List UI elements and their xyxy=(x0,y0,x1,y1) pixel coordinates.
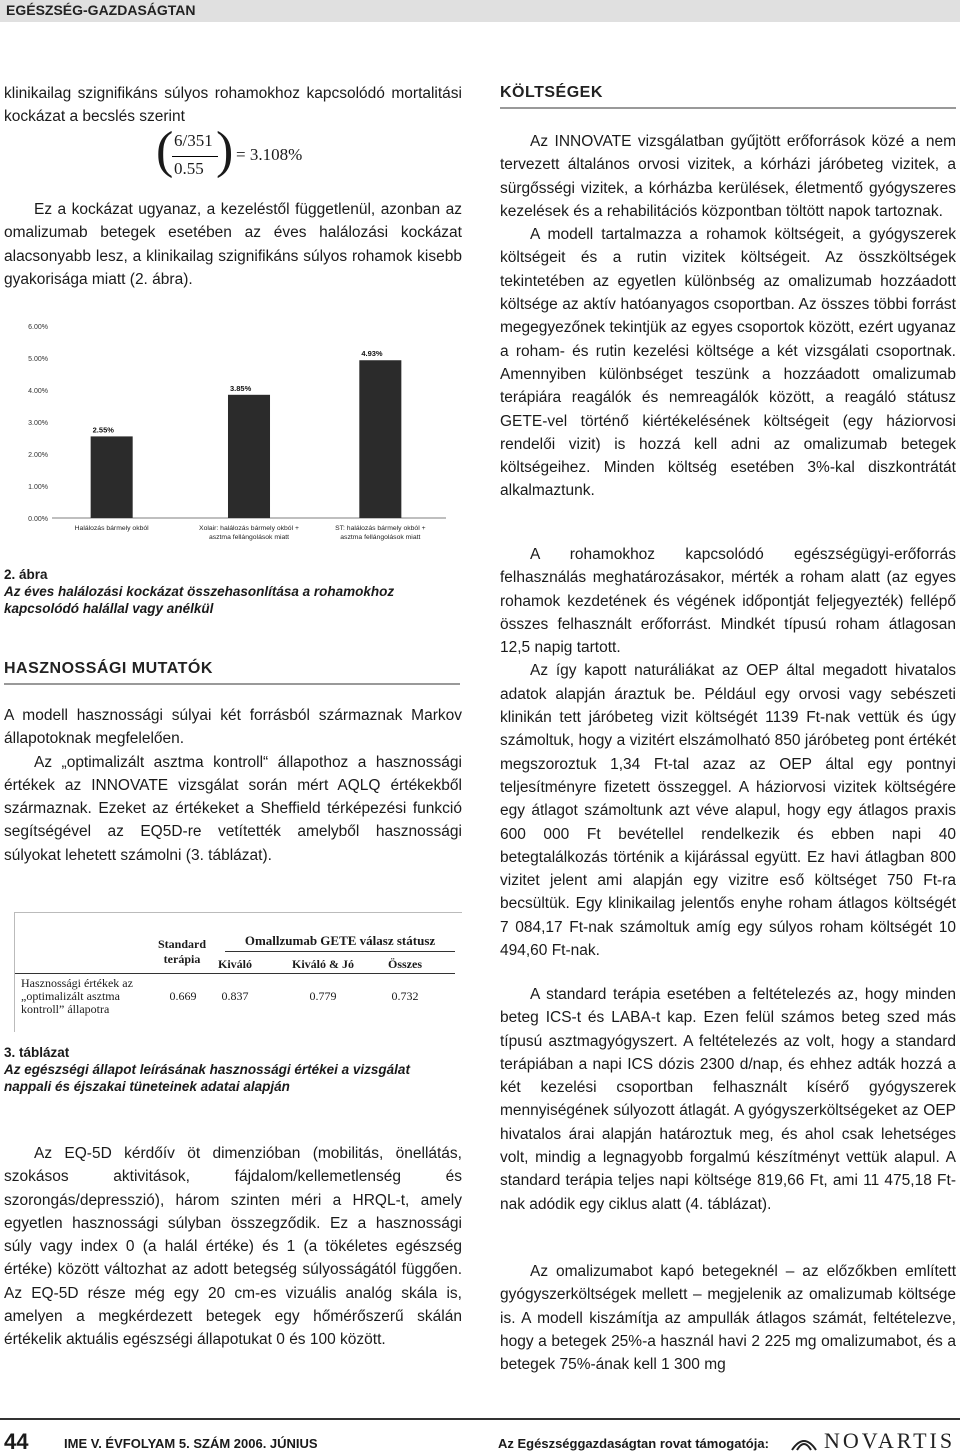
y-tick-label: 0.00% xyxy=(28,516,48,523)
data-label: 2.55% xyxy=(92,425,114,435)
table-header-standard: Standard terápia xyxy=(157,937,207,966)
table-header-rule xyxy=(15,973,455,974)
table-subheader-3: Összes xyxy=(388,957,422,971)
y-tick-label: 2.00% xyxy=(28,452,48,459)
bar xyxy=(91,436,133,518)
left-p1 xyxy=(4,198,462,291)
data-label: 4.93% xyxy=(361,349,383,359)
utility-table xyxy=(14,912,462,1032)
table-group-rule xyxy=(225,951,455,952)
right-block-1 xyxy=(500,130,956,503)
formula-result: = 3.108% xyxy=(236,145,303,164)
y-tick-label: 5.00% xyxy=(28,356,48,363)
logo-wordmark: NOVARTIS xyxy=(824,1428,956,1453)
heading-utility: HASZNOSSÁGI MUTATÓK xyxy=(4,660,213,677)
formula-numerator: 6/351 xyxy=(174,131,213,150)
y-tick-label: 1.00% xyxy=(28,484,48,491)
formula-fraction-line xyxy=(172,156,218,157)
category-label: asztma fellángolások miatt xyxy=(340,534,421,541)
heading-costs: KÖLTSÉGEK xyxy=(500,84,603,101)
category-label: Halálozás bármely okból xyxy=(74,525,149,532)
table-cell: 0.779 xyxy=(309,989,337,1003)
category-label: ST: halálozás bármely okból + xyxy=(335,525,426,532)
bar xyxy=(359,360,401,518)
novartis-logo xyxy=(790,1428,955,1454)
figure-caption-label: 2. ábra xyxy=(4,567,48,582)
paragraph: A rohamokhoz kapcsolódó egészségügyi-erőforrás felhasználás meghatározásakor, mérték a roham alatt (az egyes rohamok kezdetének és végének időpontját feljegyezték) fellépő összes felhasznált erőforrást. Mindkét típusú roham átlagosan 12,5 napig tartott. xyxy=(500,546,956,657)
table-caption xyxy=(4,1044,460,1095)
page-number: 44 xyxy=(4,1429,29,1454)
paragraph: Az így kapott naturáliákat az OEP által megadott hivatalos adatok alapján áraztuk be. Például egy orvosi vagy sebészeti klinikán tett járóbeteg vizit költségét 1139 Ft-nak vettük és úgy számoltuk, hogy a vizitért elszámolható 850 járóbeteg pont értékét megszoroztuk 1,34 Ft-tal azaz az OEP által egy pontnyi teljesítményre fizetett összeggel. A háziorvosi vizitek költségére egy átlagot számoltunk azt véve alapul, hogy egy átlagos praxis 600 000 Ft bevétellel rendelkezik és ebben napi 40 betegtalálkozás történik a kijárással együtt. Ez havi átlagban 800 vizitet jelent ami alapján egy vizitre eső költséget 750 Ft-ra becsültük. Egy klinikailag jelentős enyhe roham átlagos költségét 7 084,17 Ft-nak számoltuk amíg egy súlyos roham költségét 10 494,60 Ft-nak. xyxy=(500,662,956,960)
intro-paragraph: klinikailag szignifikáns súlyos rohamokhoz kapcsolódó mortalitási kockázat a becslés szerint xyxy=(4,85,462,126)
paragraph: Az omalizumabot kapó betegeknél – az előzőkben említett gyógyszerköltségek mellett – megjelenik az omalizumab költsége is. A modell kiszámítja az ampullák átlagos számát, feltételezve, hogy a betegek 25%-a használ havi 2 225 mg omalizumabot, és a betegek 75%-ának kell 1 300 mg xyxy=(500,1263,956,1374)
heading-rule xyxy=(4,683,460,685)
paragraph: A standard terápia esetében a feltételezés az, hogy minden beteg ICS-t és LABA-t kap. Ezen felül számos beteg szed más típusú asztmagyógyszert. A feltételezés az volt, hogy a standard terápiában a napi ICS dózis 2300 d/nap, és ehhez adták hozzá a két kezelési csoportban felhasznált kísérő gyógyszerek mennyiségének súlyozott átlagát. A gyógyszerköltségeket az OEP hivatalos árai alapján határoztuk meg, és ahol csak lehetséges volt, mindig a legnagyobb forgalmú készítményt vettük alapul. A standard terápia teljes napi költsége 819,66 Ft, ami 11 475,18 Ft-nak adódik egy ciklus alatt (4. táblázat). xyxy=(500,986,956,1213)
right-block-4 xyxy=(500,1260,956,1376)
category-label: asztma fellángolások miatt xyxy=(208,534,290,541)
left-p4-block xyxy=(4,1142,462,1352)
y-tick-label: 6.00% xyxy=(28,324,48,331)
y-tick-label: 3.00% xyxy=(28,420,48,427)
mortality-bar-chart xyxy=(26,318,456,550)
bar xyxy=(228,395,270,518)
paragraph: Az INNOVATE vizsgálatban gyűjtött erőforrások közé a nem tervezett általános orvosi vizitek, a kórházi járóbeteg vizitek, a sürgősségi vizitek, a kórházba kerülések, életmentő gyógyszeres kezelések és a rehabilitációs központban töltött napok tartoznak. xyxy=(500,133,956,220)
category-label: Xolair: halálozás bármely okból + xyxy=(199,525,299,532)
data-label: 3.85% xyxy=(229,383,252,393)
table-cell: 0.669 xyxy=(169,989,197,1003)
table-subheader-1: Kiváló xyxy=(217,957,252,971)
heading-rule xyxy=(500,107,956,109)
risk-formula xyxy=(156,122,360,187)
y-tick-label: 4.00% xyxy=(28,388,48,395)
figure-caption xyxy=(4,566,460,617)
right-block-3 xyxy=(500,983,956,1216)
section-title: EGÉSZSÉG-GAZDASÁGTAN xyxy=(6,2,196,18)
formula-paren-right: ) xyxy=(216,122,234,179)
figure-caption-text: Az éves halálozási kockázat összehasonlítása a rohamokhoz kapcsolódó halállal vagy anélkül xyxy=(4,584,395,616)
footer-rule xyxy=(0,1418,960,1420)
table-header-group: Omallzumab GETE válasz státusz xyxy=(244,933,436,948)
formula-denominator: 0.55 xyxy=(174,159,204,178)
paragraph: Az EQ-5D kérdőív öt dimenzióban (mobilitás, önellátás, szokásos aktivitások, fájdalom/kellemetlenség és szorongás/depresszió), három szinten méri a HRQL-t, amely egyetlen hasznossági súlyban összegződik. Ez a hasznossági súly vagy index 0 (a halál értéke) és 1 (a tökéletes egészség értéke) között változhat az adott betegség súlyosságától függően. Az EQ-5D része még egy 20 cm-es vizuális analóg skála is, amelyen a megkérdezett betegek egy hőmérőszerű skálán értékelik aktuális egészségi állapotukat 0 és 100 között. xyxy=(4,1145,462,1349)
right-block-2 xyxy=(500,543,956,962)
journal-issue: IME V. ÉVFOLYAM 5. SZÁM 2006. JÚNIUS xyxy=(64,1436,318,1451)
formula-paren-left: ( xyxy=(156,122,174,179)
table-row-label: Hasznossági értékek az „optimalizált asztma kontroll” állapotra xyxy=(21,976,133,1016)
paragraph: Az „optimalizált asztma kontroll“ állapothoz a hasznossági értékek az INNOVATE vizsgálat során mért AQLQ értékekből származnak. Ezeket az értékeket a Sheffield térképezési funkció segítségével az EQ5D-re vetítették amelyből hasznossági súlyokat lehetett számolni (3. táblázat). xyxy=(4,753,462,864)
sponsor-text: Az Egészséggazdaságtan rovat támogatója: xyxy=(498,1436,769,1451)
paragraph: A modell tartalmazza a rohamok költségeit, a gyógyszerek költségeit és a rutin vizitek költségeit. Az összköltségek tekintetében az egyetlen különbség az omalizumab hozzáadott költsége az aktív hatóanyagos csoportban. Az összes többi forrást megegyezőnek tekintjük az egyes csoportok között, ezért ugyanaz a roham- és rutin kezelési költsége a két vizsgálati csoportnak. Amennyiben különbséget teszünk a hozzáadott omalizumab terápiára reagálók és nemreagálók között, a reagáló státusz GETE-vel történő kiértékelésének költségeit (egy háziorvosi rendelői vizit) is hozzá kell adni az omalizumab betegek költségeihez. Minden költség esetében 3%-kal diszkontrátát alkalmaztunk. xyxy=(500,226,956,500)
table-caption-text: Az egészségi állapot leírásának hasznossági értékei a vizsgálat nappali és éjszakai tüneteinek adatai alapján xyxy=(4,1062,410,1094)
table-subheader-2: Kiváló & Jó xyxy=(292,957,354,971)
left-p2-block xyxy=(4,704,462,867)
table-cell: 0.732 xyxy=(391,989,419,1003)
novartis-flame-icon xyxy=(790,1430,818,1452)
table-cell: 0.837 xyxy=(221,989,249,1003)
table-caption-label: 3. táblázat xyxy=(4,1045,70,1060)
paragraph: Ez a kockázat ugyanaz, a kezeléstől függetlenül, azonban az omalizumab betegek esetében az éves halálozási kockázat alacsonyabb lesz, a klinikailag szignifikáns súlyos rohamok kisebb gyakorisága miatt (2. ábra). xyxy=(4,201,462,288)
paragraph: A modell hasznossági súlyai két forrásból származnak Markov állapotoknak megfelelően. xyxy=(4,707,462,748)
